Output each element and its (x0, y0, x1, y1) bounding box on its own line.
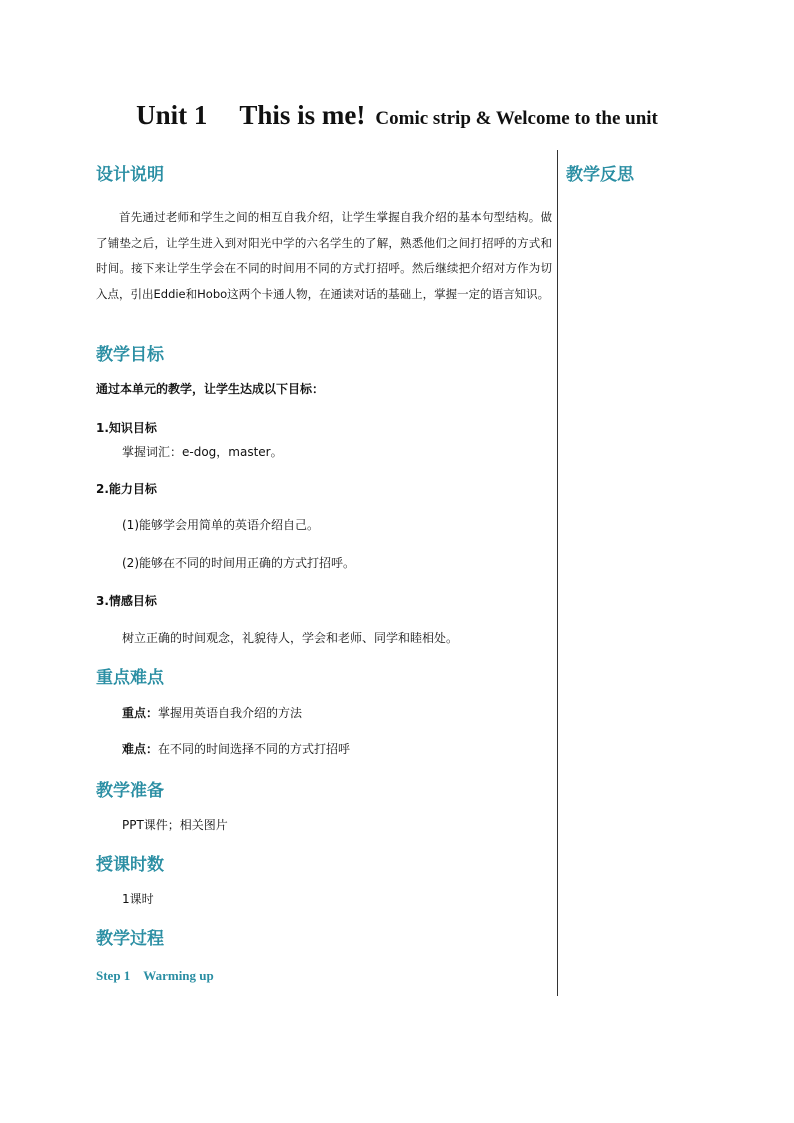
heading-goals: 教学目标 (96, 345, 164, 365)
focus-label: 重点： (122, 706, 159, 720)
title-unit: Unit 1 (136, 100, 208, 130)
heading-prep: 教学准备 (96, 781, 164, 801)
heading-hours: 授课时数 (96, 855, 164, 875)
hours-text: 1课时 (122, 892, 154, 906)
heading-reflection: 教学反思 (566, 165, 634, 185)
heading-process: 教学过程 (96, 929, 164, 949)
title-main: This is me! (239, 100, 366, 130)
heading-key: 重点难点 (96, 668, 164, 688)
difficulty-text: 在不同的时间选择不同的方式打招呼 (158, 742, 351, 756)
title-sub: Comic strip & Welcome to the unit (375, 108, 658, 129)
prep-text: PPT课件；相关图片 (122, 818, 228, 832)
heading-design: 设计说明 (96, 165, 164, 185)
knowledge-text: 掌握词汇：e-dog，master。 (122, 445, 283, 459)
ability-title: 2.能力目标 (96, 482, 157, 496)
document-title (0, 100, 794, 131)
emotion-text: 树立正确的时间观念，礼貌待人，学会和老师、同学和睦相处。 (122, 631, 459, 645)
emotion-title: 3.情感目标 (96, 594, 157, 608)
focus-text: 掌握用英语自我介绍的方法 (158, 706, 303, 720)
difficulty-label: 难点： (122, 742, 159, 756)
goals-intro: 通过本单元的教学，让学生达成以下目标： (96, 382, 325, 396)
column-divider (557, 150, 558, 996)
design-paragraph: 首先通过老师和学生之间的相互自我介绍，让学生掌握自我介绍的基本句型结构。做了铺垫之后，让学生进入到对阳光中学的六名学生的了解，熟悉他们之间打招呼的方式和时间。接下来让学生学会在不同的时间用不同的方式打招呼。然后继续把介绍对方作为切入点，引出Eddie和Hobo这两个卡通人物，在通读对话的基础上，掌握一定的语言知识。 (96, 210, 552, 301)
ability-item-1: (1)能够学会用简单的英语介绍自己。 (122, 518, 319, 532)
difficulty-line (122, 740, 350, 757)
focus-line (122, 704, 302, 721)
step-1-heading: Step 1 Warming up (96, 968, 214, 983)
knowledge-title: 1.知识目标 (96, 421, 157, 435)
ability-item-2: (2)能够在不同的时间用正确的方式打招呼。 (122, 556, 355, 570)
